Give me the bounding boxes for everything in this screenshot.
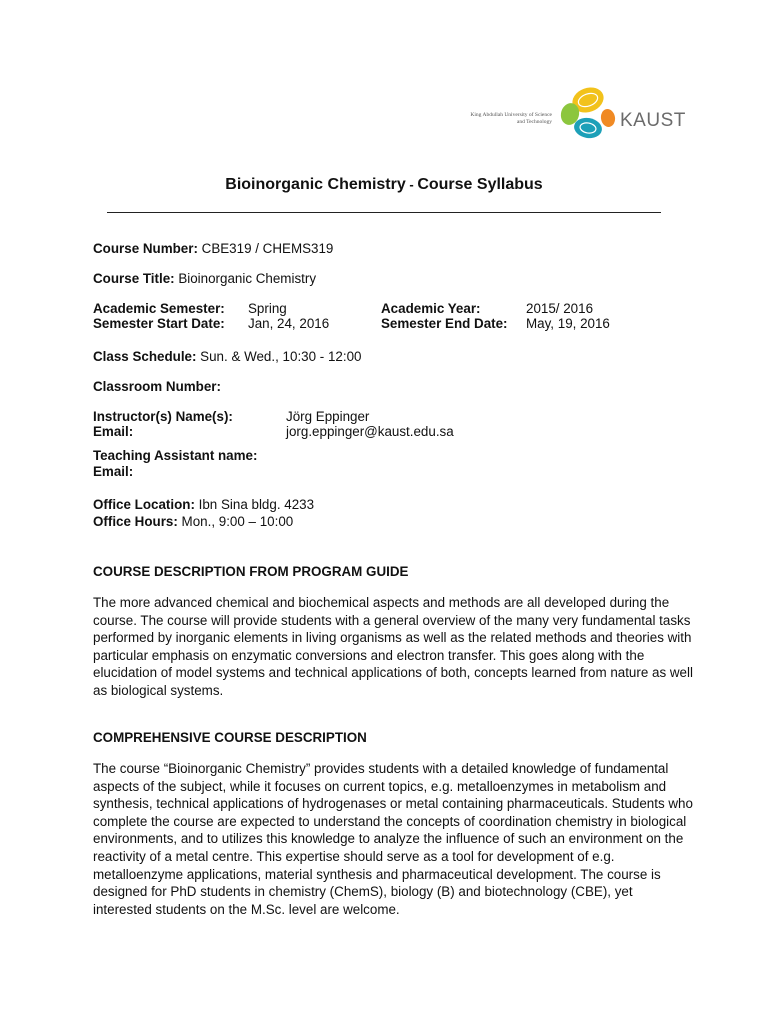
class-schedule-label: Class Schedule: [93,349,197,364]
instructor-email-value[interactable]: jorg.eppinger@kaust.edu.sa [286,424,454,439]
course-number-label: Course Number: [93,241,198,256]
academic-semester-value: Spring [248,301,287,316]
program-guide-text: The more advanced chemical and biochemical aspects and methods are all developed during the course. The course will provide students with a general overview of the many very fundamental tasks performed by inorganic elements in living organisms as well as the related methods and theories with particular emphasis on enzymatic conversions and electron transfer. This goes along with the elucidation of model systems and technical applications of both, concepts learned from nature as well as biological systems. [93,595,693,698]
course-number-value: CBE319 / CHEMS319 [197,241,334,256]
comprehensive-heading: COMPREHENSIVE COURSE DESCRIPTION [93,730,367,745]
class-schedule-value: Sun. & Wed., 10:30 - 12:00 [196,349,362,364]
academic-year-label: Academic Year: [381,301,481,316]
ta-label: Teaching Assistant name: [93,448,258,463]
office-location-value: Ibn Sina bldg. 4233 [194,497,315,512]
office-location-label: Office Location: [93,497,195,512]
course-title-label: Course Title: [93,271,175,286]
document-title [0,176,768,194]
logo-name: KAUST [620,110,686,131]
course-title-row [93,271,316,287]
instructor-label: Instructor(s) Name(s): [93,409,233,424]
program-guide-heading: COURSE DESCRIPTION FROM PROGRAM GUIDE [93,564,409,579]
start-date-label: Semester Start Date: [93,316,225,331]
title-sub: Course Syllabus [417,176,543,193]
logo-university-text: King Abdullah University of Science and Technology [470,112,552,125]
office-location-row [93,497,314,513]
academic-semester-label: Academic Semester: [93,301,225,316]
end-date-label: Semester End Date: [381,316,508,331]
title-divider [107,212,661,213]
office-hours-label: Office Hours: [93,514,178,529]
ta-email-label: Email: [93,464,134,479]
end-date-value: May, 19, 2016 [526,316,610,331]
start-date-value: Jan, 24, 2016 [248,316,330,331]
academic-year-value: 2015/ 2016 [526,301,594,316]
comprehensive-text: The course “Bioinorganic Chemistry” provides students with a detailed knowledge of fundamental aspects of the subject, while it focuses on current topics, e.g. metalloenzymes in metabolism and synthesis, technical applications of hydrogenases or metal containing pharmaceuticals. Students who complete the course are expected to understand the concepts of coordination chemistry in biological environments, and to utilizes this knowledge to analyze the influence of such an environment on the reactivity of a metal centre. This expertise should serve as a tool for development of e.g. metalloenzyme applications, material synthesis and pharmaceutical development. The course is designed for PhD students in chemistry (ChemS), biology (B) and biotechnology (CBE), yet interested students on the M.Sc. level are welcome. [93,761,693,917]
course-number-row [93,241,333,257]
kaust-emblem-icon [554,84,618,148]
instructor-value: Jörg Eppinger [286,409,370,424]
office-hours-value: Mon., 9:00 – 10:00 [177,514,294,529]
title-separator: - [405,177,418,192]
instructor-email-label: Email: [93,424,134,439]
class-schedule-row [93,349,361,365]
course-title-value: Bioinorganic Chemistry [174,271,317,286]
kaust-logo [458,84,686,148]
office-hours-row [93,514,293,530]
title-main: Bioinorganic Chemistry [225,176,406,193]
classroom-label: Classroom Number: [93,379,221,394]
